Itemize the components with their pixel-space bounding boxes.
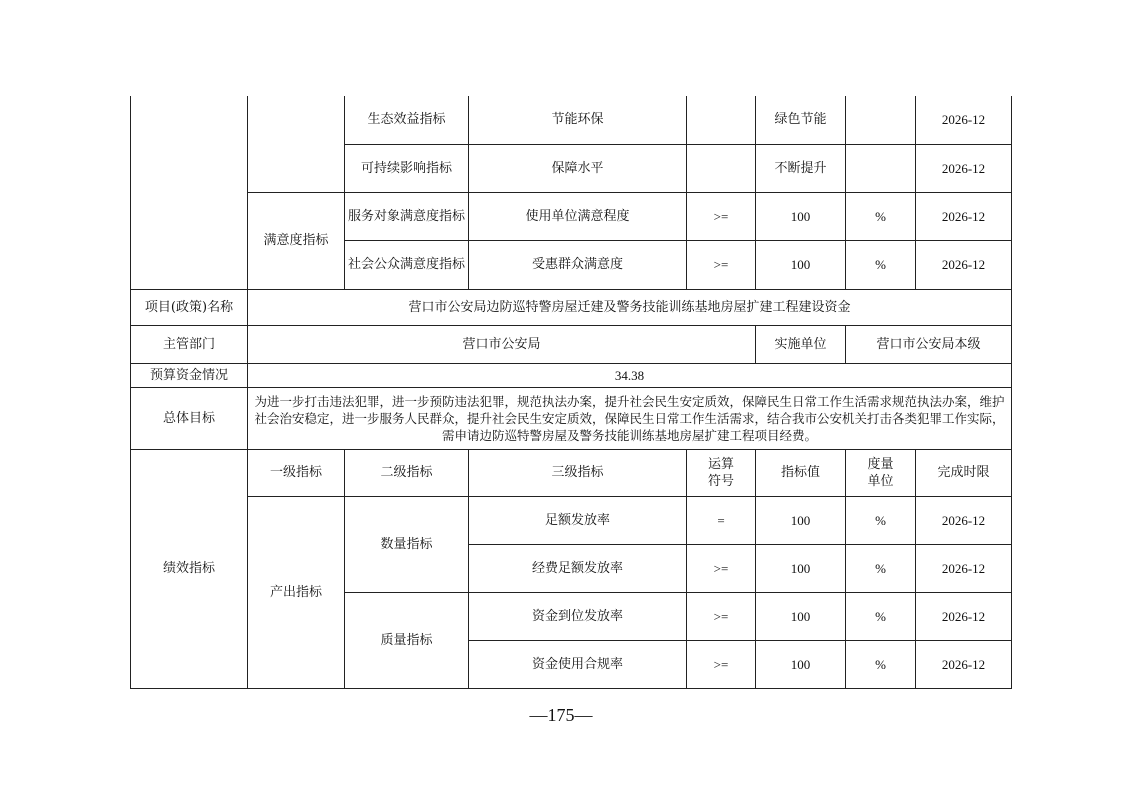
impl-label: 实施单位 xyxy=(756,325,846,363)
row-deadline: 2026-12 xyxy=(916,496,1012,544)
row-unit: % xyxy=(846,592,916,640)
header-operator: 运算 符号 xyxy=(687,449,756,496)
eco-operator xyxy=(687,96,756,144)
public-level3: 受惠群众满意度 xyxy=(469,240,687,289)
quantity-level2: 数量指标 xyxy=(345,496,469,592)
output-level1: 产出指标 xyxy=(248,496,345,688)
row-level3: 经费足额发放率 xyxy=(469,544,687,592)
sustain-unit xyxy=(846,144,916,192)
dept-label: 主管部门 xyxy=(131,325,248,363)
sustain-level2: 可持续影响指标 xyxy=(345,144,469,192)
row-level3: 资金使用合规率 xyxy=(469,640,687,688)
header-deadline: 完成时限 xyxy=(916,449,1012,496)
service-unit: % xyxy=(846,192,916,240)
project-name-value: 营口市公安局边防巡特警房屋迁建及警务技能训练基地房屋扩建工程建设资金 xyxy=(248,289,1012,325)
row-operator: >= xyxy=(687,592,756,640)
header-unit: 度量 单位 xyxy=(846,449,916,496)
row-level3: 足额发放率 xyxy=(469,496,687,544)
row-value: 100 xyxy=(756,640,846,688)
row-unit: % xyxy=(846,544,916,592)
table-row xyxy=(131,325,1012,363)
row-value: 100 xyxy=(756,496,846,544)
quality-level2: 质量指标 xyxy=(345,592,469,688)
sustain-value: 不断提升 xyxy=(756,144,846,192)
eco-deadline: 2026-12 xyxy=(916,96,1012,144)
table-row xyxy=(131,363,1012,387)
public-value: 100 xyxy=(756,240,846,289)
row-deadline: 2026-12 xyxy=(916,640,1012,688)
header-level2: 二级指标 xyxy=(345,449,469,496)
continued-label-cell xyxy=(131,96,248,289)
eco-unit xyxy=(846,96,916,144)
performance-table xyxy=(130,96,1012,689)
impl-value: 营口市公安局本级 xyxy=(846,325,1012,363)
page-number: —175— xyxy=(529,705,593,725)
sustain-deadline: 2026-12 xyxy=(916,144,1012,192)
service-value: 100 xyxy=(756,192,846,240)
sustain-level3: 保障水平 xyxy=(469,144,687,192)
header-level1: 一级指标 xyxy=(248,449,345,496)
performance-label: 绩效指标 xyxy=(131,449,248,688)
public-level2: 社会公众满意度指标 xyxy=(345,240,469,289)
row-operator: >= xyxy=(687,640,756,688)
row-deadline: 2026-12 xyxy=(916,592,1012,640)
table-row xyxy=(131,289,1012,325)
public-unit: % xyxy=(846,240,916,289)
row-value: 100 xyxy=(756,592,846,640)
header-value: 指标值 xyxy=(756,449,846,496)
budget-label: 预算资金情况 xyxy=(131,363,248,387)
table-row xyxy=(131,449,1012,496)
table-row xyxy=(131,192,1012,240)
row-value: 100 xyxy=(756,544,846,592)
service-level2: 服务对象满意度指标 xyxy=(345,192,469,240)
table-row xyxy=(131,387,1012,449)
eco-value: 绿色节能 xyxy=(756,96,846,144)
budget-value: 34.38 xyxy=(248,363,1012,387)
table-row xyxy=(131,96,1012,144)
continued-level1-cell xyxy=(248,96,345,192)
eco-level2: 生态效益指标 xyxy=(345,96,469,144)
public-operator: >= xyxy=(687,240,756,289)
service-level3: 使用单位满意程度 xyxy=(469,192,687,240)
satisfaction-level1: 满意度指标 xyxy=(248,192,345,289)
row-unit: % xyxy=(846,640,916,688)
table-row xyxy=(131,496,1012,544)
row-level3: 资金到位发放率 xyxy=(469,592,687,640)
project-name-label: 项目(政策)名称 xyxy=(131,289,248,325)
row-operator: = xyxy=(687,496,756,544)
sustain-operator xyxy=(687,144,756,192)
row-unit: % xyxy=(846,496,916,544)
dept-value: 营口市公安局 xyxy=(248,325,756,363)
header-level3: 三级指标 xyxy=(469,449,687,496)
row-operator: >= xyxy=(687,544,756,592)
public-deadline: 2026-12 xyxy=(916,240,1012,289)
goal-label: 总体目标 xyxy=(131,387,248,449)
eco-level3: 节能环保 xyxy=(469,96,687,144)
service-operator: >= xyxy=(687,192,756,240)
goal-text: 为进一步打击违法犯罪，进一步预防违法犯罪，规范执法办案，提升社会民生安定质效，保障民生日常工作生活需求规范执法办案，维护社会治安稳定，进一步服务人民群众，提升社会民生安定质效，保障民生日常工作生活需求，结合我市公安机关打击各类犯罪工作实际，需申请边防巡特警房屋及警务技能训练基地房屋扩建工程项目经费。 xyxy=(248,387,1012,449)
service-deadline: 2026-12 xyxy=(916,192,1012,240)
row-deadline: 2026-12 xyxy=(916,544,1012,592)
